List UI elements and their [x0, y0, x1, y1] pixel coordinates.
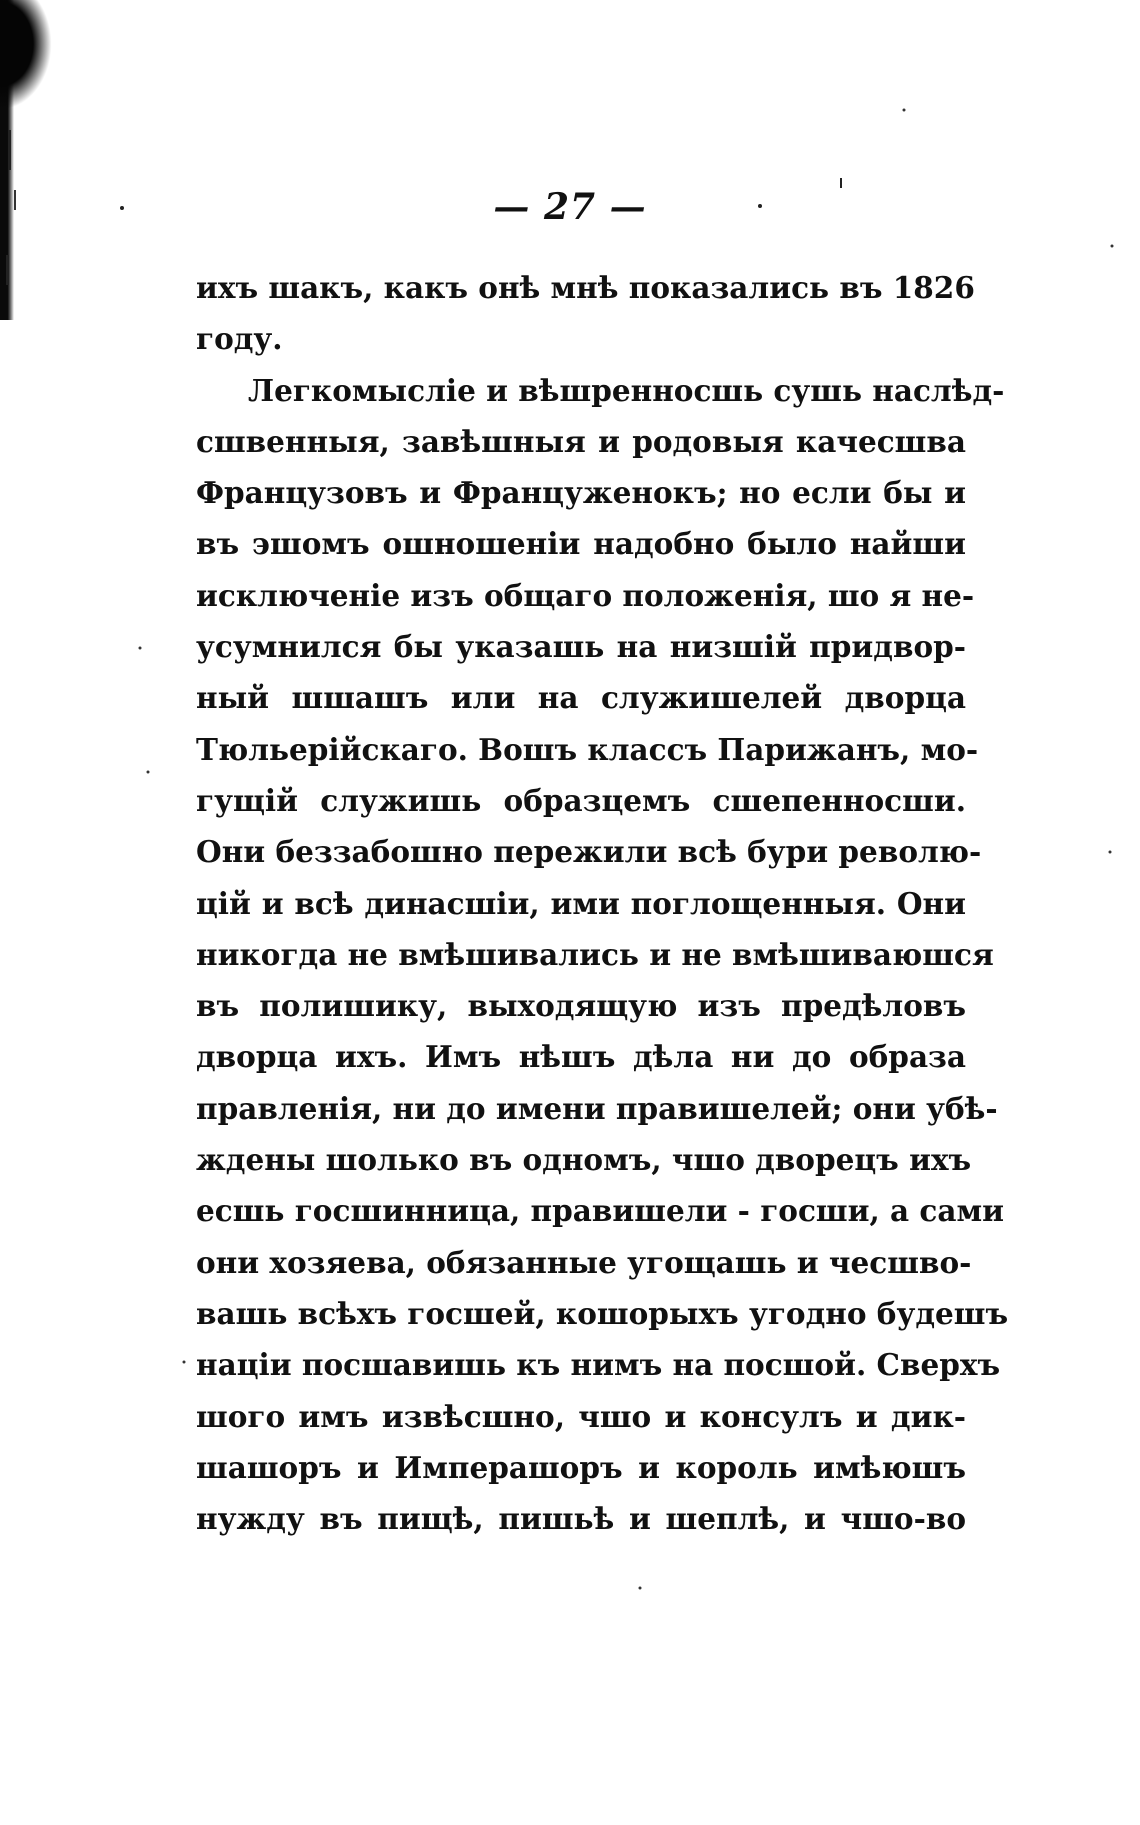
text-line: они хозяева, обязанные угощашь и чесшво- [196, 1244, 972, 1280]
text-line: ждены шолько въ одномъ, чшо дворецъ ихъ [196, 1142, 972, 1178]
text-line: исключеніе изъ общаго положенія, шо я не- [196, 577, 975, 613]
text-line: никогда не вмѣшивались и не вмѣшиваюшся [196, 936, 994, 972]
text-line: Они беззабошно пережили всѣ бури револю- [196, 834, 982, 870]
text-line: усумнился бы указашь на низшій придвор- [196, 629, 966, 665]
text-line: есшь госшинница, правишели - госши, а сами [196, 1193, 1004, 1229]
text-line: вашь всѣхъ госшей, кошорыхъ угодно будешъ [196, 1295, 1009, 1331]
text-line: нужду въ пищѣ, пишьѣ и шеплѣ, и чшо-во [196, 1501, 966, 1537]
text-line: ный шшашъ или на служишелей дворца [196, 680, 966, 716]
text-line: въ полишику, выходящую изъ предѣловъ [196, 988, 966, 1024]
text-line: Тюльерійскаго. Вошъ классъ Парижанъ, мо- [196, 731, 979, 767]
text-line: гущій служишь образцемъ сшепенносши. [196, 782, 966, 818]
text-line: Легкомысліе и вѣшренносшь сушь наслѣд- [248, 372, 1005, 408]
text-line: сшвенныя, завѣшныя и родовыя качесшва [196, 423, 966, 459]
text-line: ихъ шакъ, какъ онѣ мнѣ показались въ 1826 [196, 270, 975, 305]
text-line: году. [196, 321, 283, 357]
page-body-text [196, 262, 1009, 1544]
text-line: въ эшомъ ошношеніи надобно было найши [196, 526, 966, 562]
text-line: націи посшавишь къ нимъ на посшой. Сверхъ [196, 1347, 1001, 1383]
text-line: шашоръ и Имперашоръ и король имѣюшъ [196, 1449, 966, 1485]
text-line: правленія, ни до имени правишелей; они убѣ- [196, 1090, 998, 1126]
page-number: — 27 — [493, 186, 647, 228]
text-line: Французовъ и Француженокъ; но если бы и [196, 475, 966, 511]
text-line: цій и всѣ динасшіи, ими поглощенныя. Они [196, 885, 966, 921]
text-line: шого имъ извѣсшно, чшо и консулъ и дик- [196, 1398, 966, 1434]
text-line: дворца ихъ. Имъ нѣшъ дѣла ни до образа [196, 1039, 966, 1075]
